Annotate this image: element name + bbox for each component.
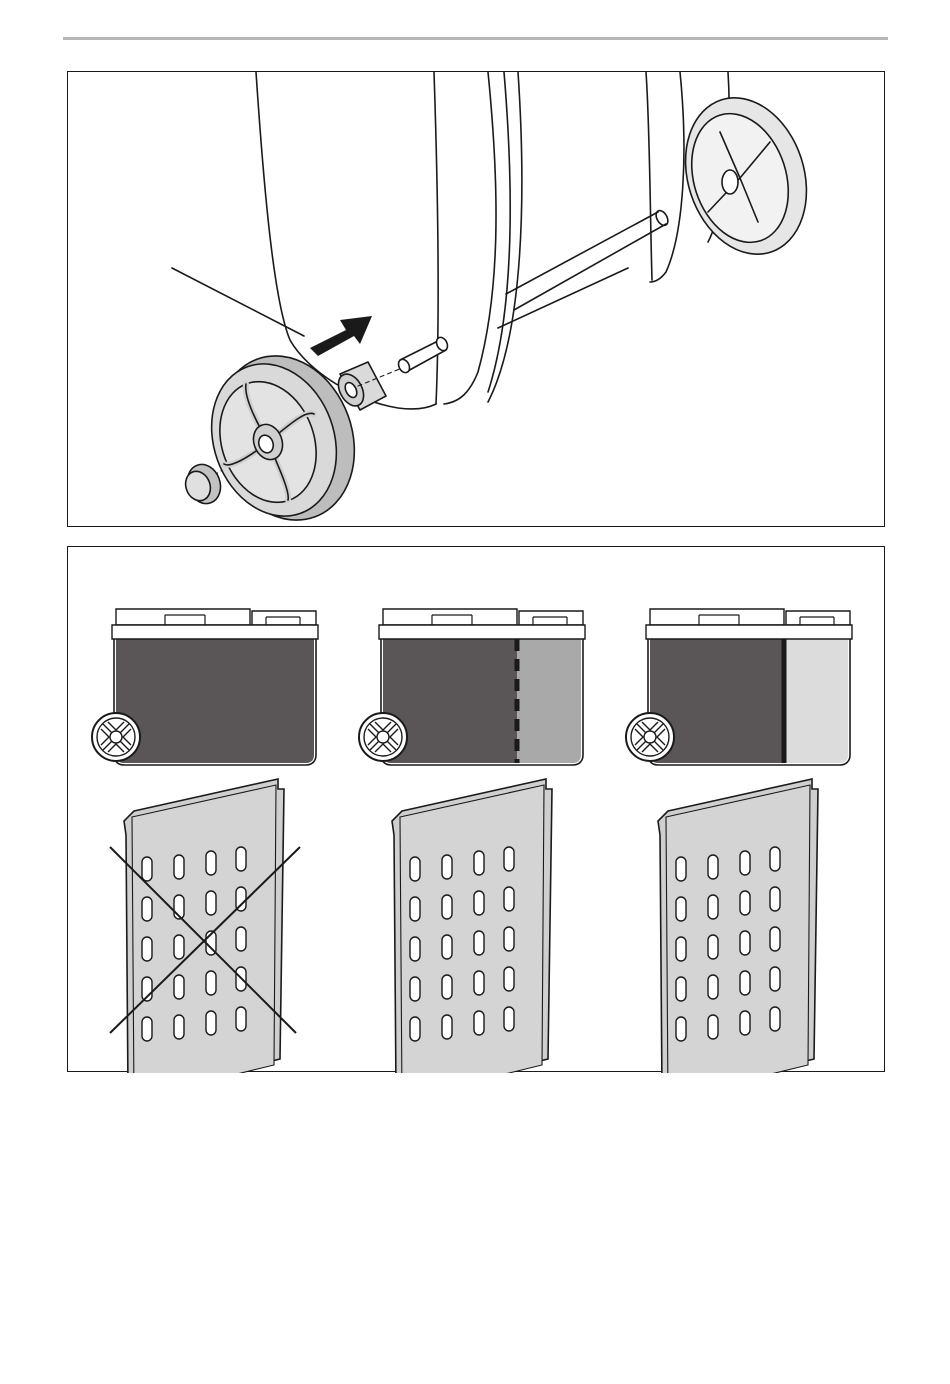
separator-panel-correct-1 <box>392 779 552 1073</box>
wheel-assembly-drawing <box>68 72 886 528</box>
rear-wheel-cap <box>722 170 738 194</box>
axle-end <box>654 209 671 228</box>
bin-rear-rib-2 <box>650 72 684 282</box>
bin-divider-dashed <box>359 609 585 765</box>
bin-rear-rib-1 <box>646 72 652 280</box>
bin-rib-1 <box>444 72 496 404</box>
separator-positions-figure <box>67 546 885 1072</box>
arrow-icon <box>310 316 372 356</box>
separator-positions-drawing <box>68 547 886 1073</box>
separator-panel-correct-2 <box>658 779 818 1073</box>
ground-line <box>172 268 304 336</box>
separator-panel-incorrect <box>124 779 284 1073</box>
axle-bottom <box>514 224 666 310</box>
wheel-assembly-figure <box>67 71 885 527</box>
bin-full-compartment <box>92 609 318 765</box>
bin-rib-2 <box>488 72 510 392</box>
header-rule <box>63 37 888 40</box>
bin-divider-solid <box>626 609 852 765</box>
axle-top <box>506 212 658 294</box>
